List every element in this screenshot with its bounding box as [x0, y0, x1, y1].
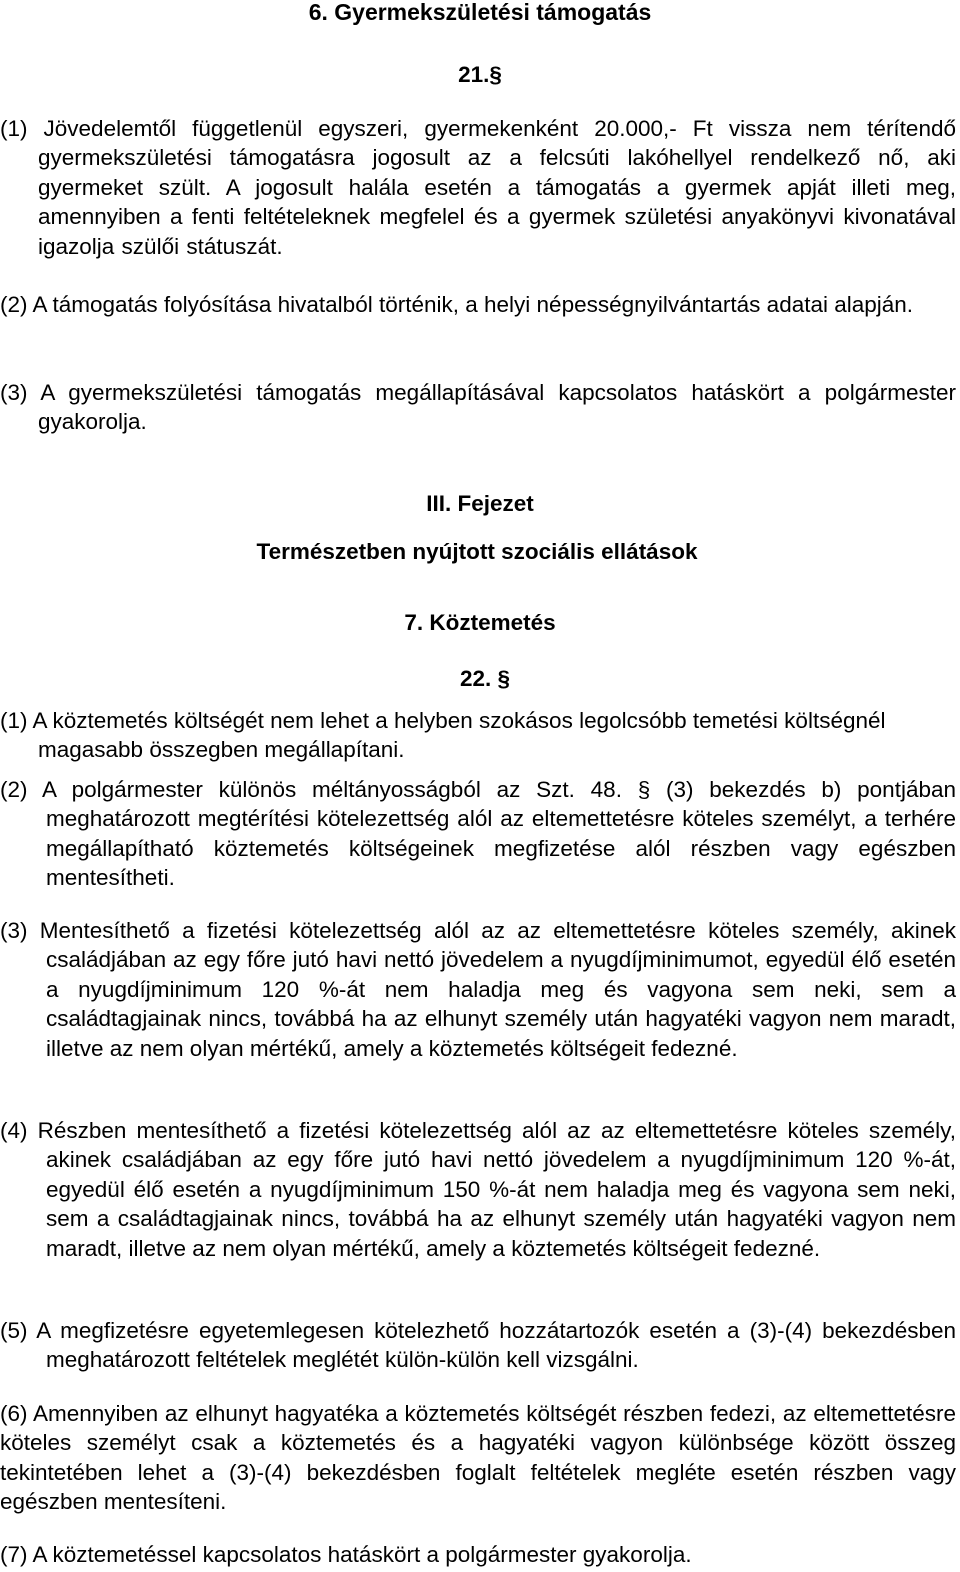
paragraph — [0, 916, 956, 1063]
paragraph-text: (2) A polgármester különös méltányosságból az Szt. 48. § (3) bekezdés b) pontjában meghatározott megtérítési kötelezettség alól az eltemettetésre köteles személyt, a terhére megállapítható köztemetés költségeinek megfizetése alól részben vagy egészben mentesítheti. — [0, 777, 956, 891]
chapter-subtitle: Természetben nyújtott szociális ellátások — [256, 539, 698, 564]
paragraph — [0, 378, 956, 437]
paragraph — [0, 775, 956, 893]
paragraph — [0, 290, 956, 319]
paragraph-text: (4) Részben mentesíthető a fizetési kötelezettség alól az az eltemettetésre köteles személy, akinek családjában az egy főre jutó havi nettó jövedelem a nyugdíjminimum 120 %-át, egyedül élő esetén a nyugdíjminimum 150 %-át nem haladja meg és vagyona sem neki, sem a családtagjainak nincs, továbbá ha az elhunyt személy után hagyatéki vagyon nem maradt, illetve az nem olyan mértékű, amely a köztemetés költségeit fedezné. — [0, 1118, 956, 1261]
paragraph-number: 21.§ — [458, 62, 502, 87]
paragraph — [0, 114, 956, 261]
paragraph-text: (3) Mentesíthető a fizetési kötelezettség alól az az eltemettetésre köteles személy, akinek családjában az egy főre jutó havi nettó jövedelem a nyugdíjminimumot, egyedül élő esetén a nyugdíjminimum 120 %-át nem haladja meg és vagyona sem neki, sem a családtagjainak nincs, továbbá ha az elhunyt személy után hagyatéki vagyon nem maradt, illetve az nem olyan mértékű, amely a köztemetés költségeit fedezné. — [0, 918, 956, 1061]
paragraph — [0, 706, 900, 765]
paragraph-text: (5) A megfizetésre egyetemlegesen kötelezhető hozzátartozók esetén a (3)-(4) bekezdésben meghatározott feltételek meglétét külön-külön kell vizsgálni. — [0, 1318, 956, 1373]
chapter-title: III. Fejezet — [426, 491, 534, 516]
paragraph — [0, 1540, 692, 1569]
paragraph-text: (3) A gyermekszületési támogatás megállapításával kapcsolatos hatáskört a polgármester gyakorolja. — [0, 380, 956, 435]
paragraph — [0, 1316, 956, 1375]
paragraph-text: (2) A támogatás folyósítása hivatalból történik, a helyi népességnyilvántartás adatai alapján. — [0, 292, 914, 317]
paragraph — [0, 1116, 956, 1263]
paragraph — [0, 1399, 956, 1517]
paragraph-text: (6) Amennyiben az elhunyt hagyatéka a köztemetés költségét részben fedezi, az eltemettetésre köteles személyt csak a köztemetés és a hagyatéki vagyon különbsége között összeg tekintetében lehet a (3)-(4) bekezdésben foglalt feltételek megléte esetén részben vagy egészben mentesíteni. — [0, 1401, 956, 1515]
paragraph-number: 22. § — [459, 666, 511, 691]
section-title: 7. Köztemetés — [404, 610, 556, 635]
paragraph-text: (1) A köztemetés költségét nem lehet a helyben szokásos legolcsóbb temetési költségnél magasabb összegben megállapítani. — [0, 708, 886, 763]
section-title: 6. Gyermekszületési támogatás — [308, 0, 652, 25]
paragraph-text: (1) Jövedelemtől függetlenül egyszeri, gyermekenként 20.000,- Ft vissza nem térítendő gyermekszületési támogatásra jogosult az a felcsúti lakóhellyel rendelkező nő, aki gyermeket szült. A jogosult halála esetén a támogatás a gyermek apját illeti meg, amennyiben a fenti feltételeknek megfelel és a gyermek születési anyakönyvi kivonatával igazolja szülői státuszát. — [0, 116, 956, 259]
paragraph-text: (7) A köztemetéssel kapcsolatos hatáskört a polgármester gyakorolja. — [0, 1542, 692, 1567]
